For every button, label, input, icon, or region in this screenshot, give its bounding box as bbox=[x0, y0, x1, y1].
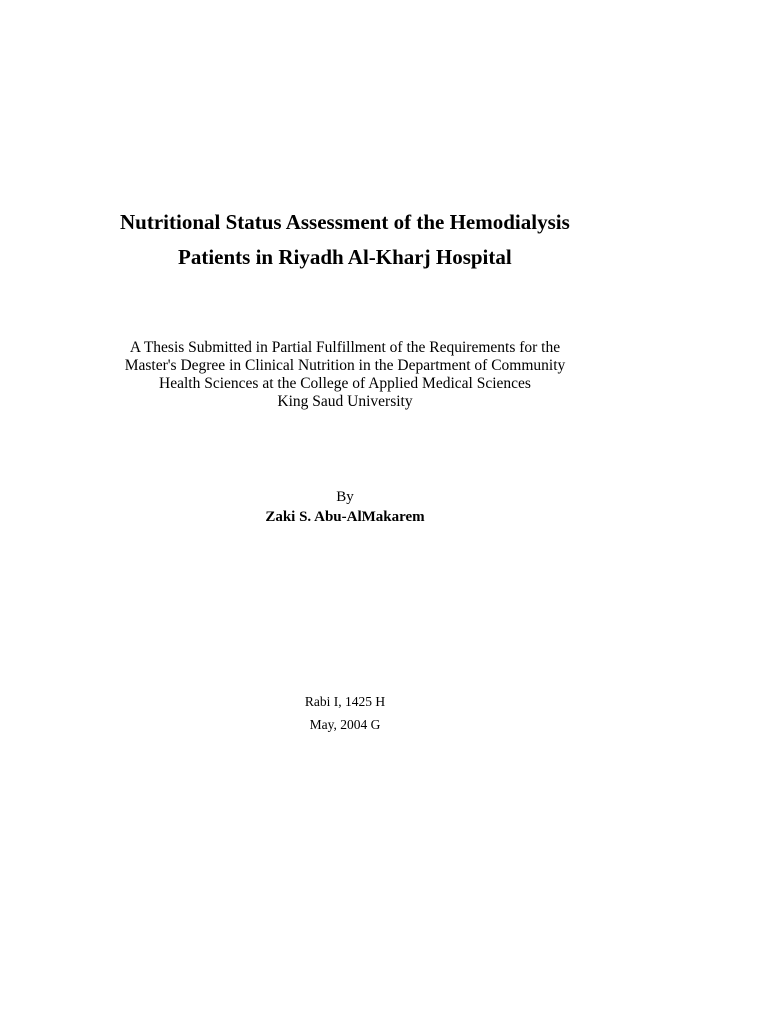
thesis-title-line-2: Patients in Riyadh Al-Kharj Hospital bbox=[178, 245, 512, 269]
description-line: King Saud University bbox=[277, 393, 413, 410]
description-line: Health Sciences at the College of Applied Medical Sciences bbox=[159, 375, 531, 392]
date-hijri: Rabi I, 1425 H bbox=[304, 694, 386, 709]
by-label: By bbox=[336, 489, 354, 505]
author-name: Zaki S. Abu-AlMakarem bbox=[265, 509, 425, 525]
thesis-title-line-1: Nutritional Status Assessment of the Hemodialysis bbox=[120, 210, 570, 234]
date-gregorian: May, 2004 G bbox=[309, 717, 381, 732]
description-line: Master's Degree in Clinical Nutrition in the Department of Community bbox=[124, 357, 566, 374]
description-line: A Thesis Submitted in Partial Fulfillment of the Requirements for the bbox=[129, 339, 561, 356]
thesis-description bbox=[110, 339, 580, 411]
